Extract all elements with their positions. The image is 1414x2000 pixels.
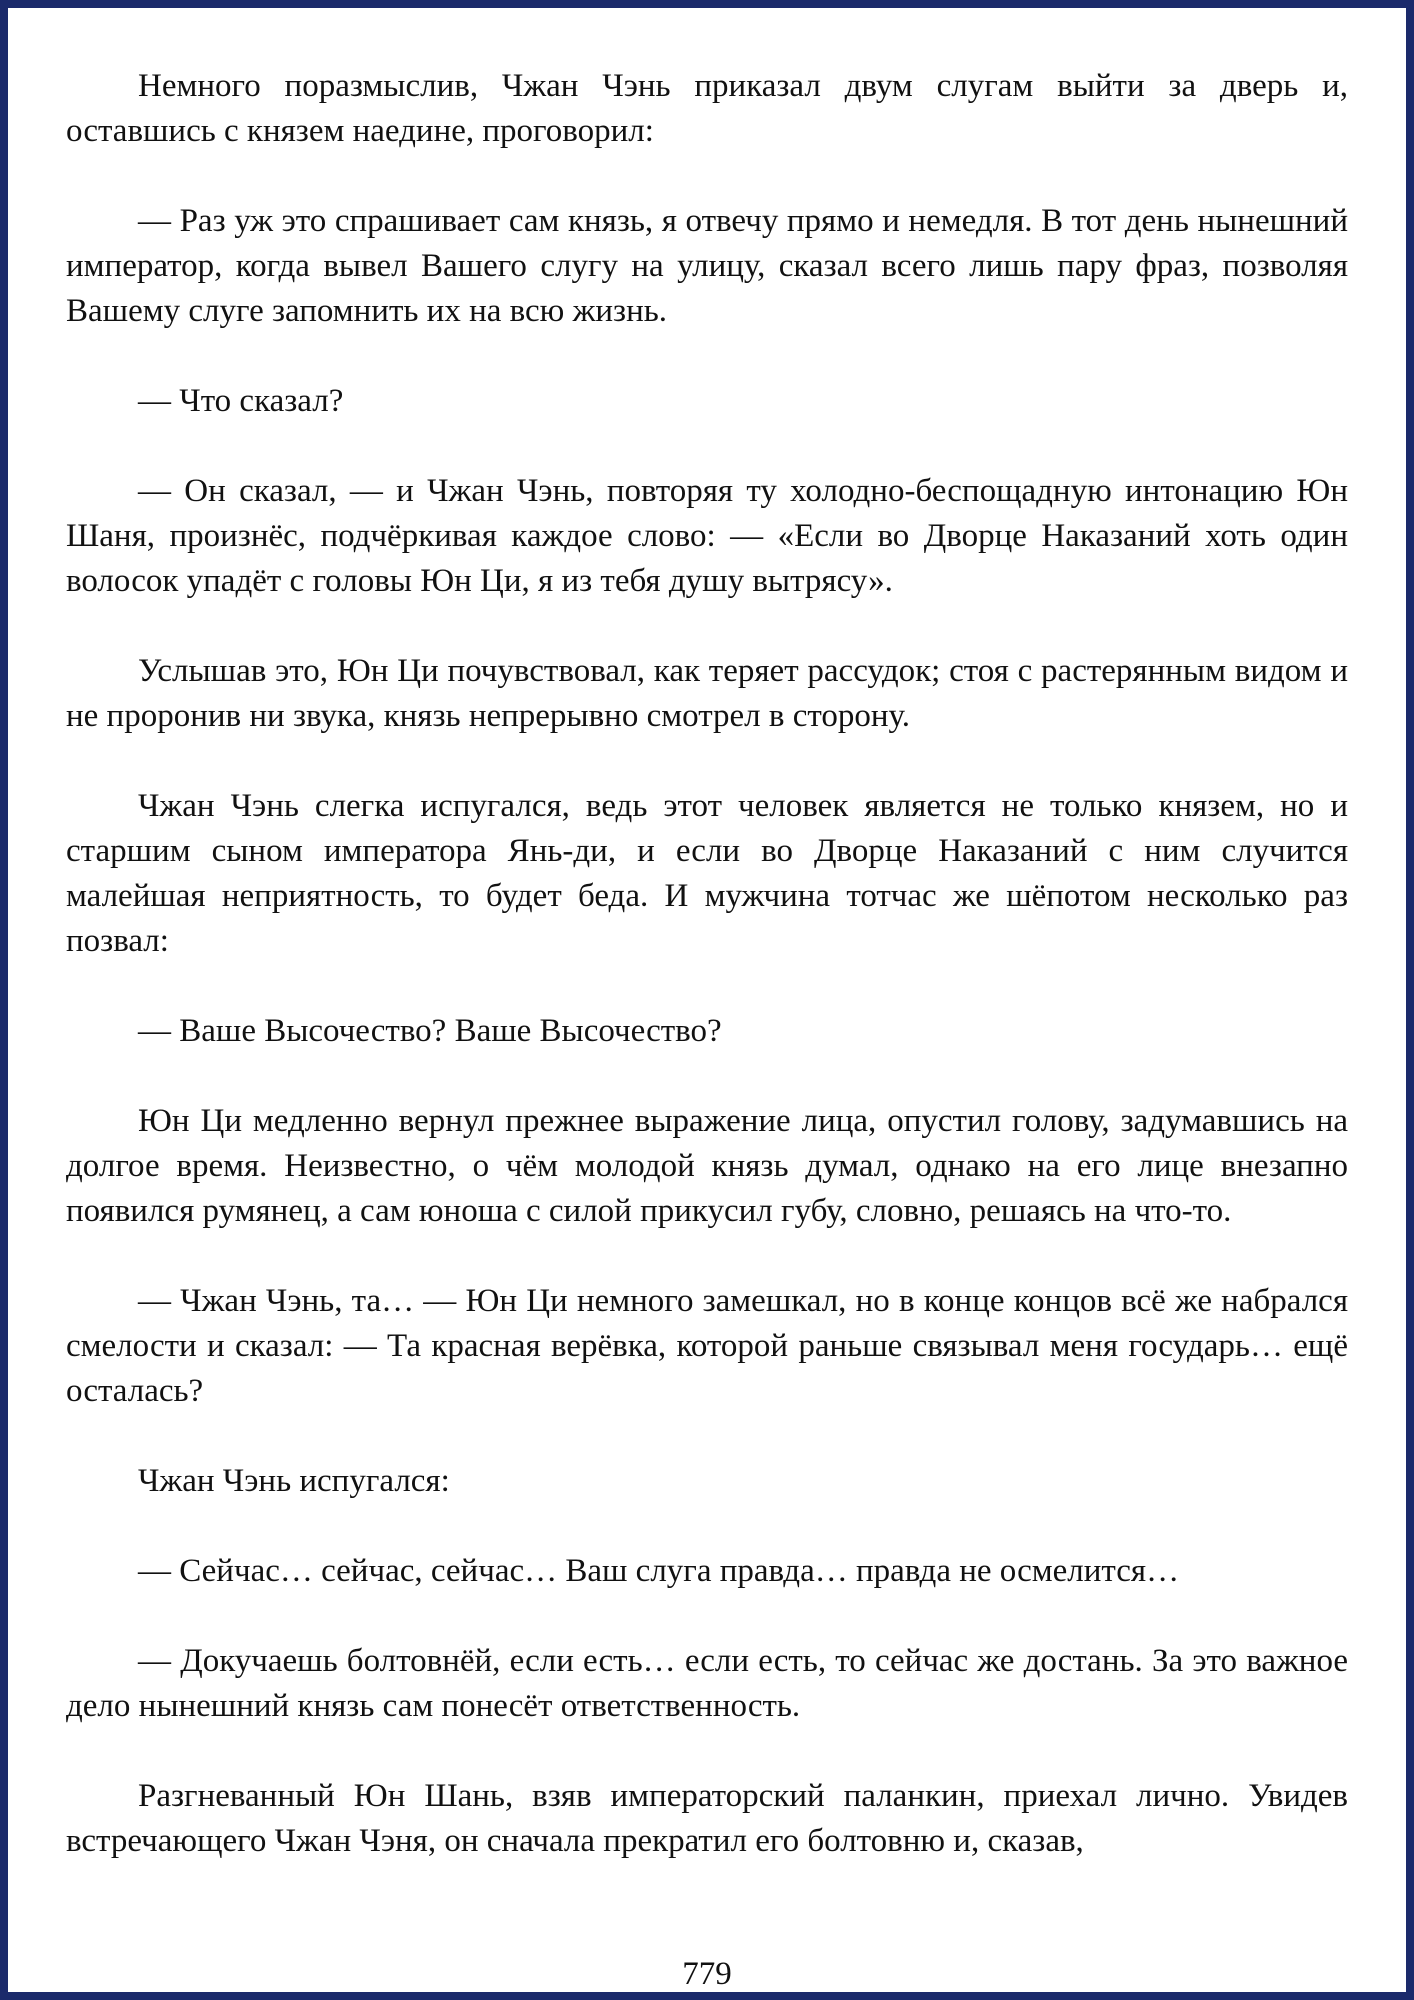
paragraph-6: Чжан Чэнь слегка испугался, ведь этот человек является не только князем, но и старшим сыном императора Янь-ди, и если во Дворце Наказаний с ним случится малейшая неприятность, то будет беда. И мужчина тотчас же шёпотом несколько раз позвал: xyxy=(66,788,1348,959)
paragraph-13: Разгневанный Юн Шань, взяв императорский паланкин, приехал лично. Увидев встречающего Чжан Чэня, он сначала прекратил его болтовню и, сказав, xyxy=(66,1778,1348,1859)
paragraph-1: Немного поразмыслив, Чжан Чэнь приказал двум слугам выйти за дверь и, оставшись с князем наедине, проговорил: xyxy=(66,68,1348,149)
paragraph-9: — Чжан Чэнь, та… — Юн Ци немного замешкал, но в конце концов всё же набрался смелости и сказал: — Та красная верёвка, которой раньше связывал меня государь… ещё осталась? xyxy=(66,1283,1348,1409)
paragraph-4: — Он сказал, — и Чжан Чэнь, повторяя ту холодно-беспощадную интонацию Юн Шаня, произнёс, подчёркивая каждое слово: — «Если во Дворце Наказаний хоть один волосок упадёт с головы Юн Ци, я из тебя душу вытрясу». xyxy=(66,473,1348,599)
page-number: 779 xyxy=(682,1956,732,1992)
paragraph-3: — Что сказал? xyxy=(138,383,344,419)
paragraph-2: — Раз уж это спрашивает сам князь, я отвечу прямо и немедля. В тот день нынешний император, когда вывел Вашего слугу на улицу, сказал всего лишь пару фраз, позволяя Вашему слуге запомнить их на всю жизнь. xyxy=(66,203,1348,329)
body-text xyxy=(66,64,1348,1909)
paragraph-5: Услышав это, Юн Ци почувствовал, как теряет рассудок; стоя с растерянным видом и не проронив ни звука, князь непрерывно смотрел в сторону. xyxy=(66,653,1348,734)
paragraph-7: — Ваше Высочество? Ваше Высочество? xyxy=(138,1013,722,1049)
paragraph-8: Юн Ци медленно вернул прежнее выражение лица, опустил голову, задумавшись на долгое время. Неизвестно, о чём молодой князь думал, однако на его лице внезапно появился румянец, а сам юноша с силой прикусил губу, словно, решаясь на что-то. xyxy=(66,1103,1348,1229)
paragraph-12: — Докучаешь болтовнёй, если есть… если есть, то сейчас же достань. За это важное дело нынешний князь сам понесёт ответственность. xyxy=(66,1643,1348,1724)
paragraph-11: — Сейчас… сейчас, сейчас… Ваш слуга правда… правда не осмелится… xyxy=(138,1553,1180,1589)
paragraph-10: Чжан Чэнь испугался: xyxy=(138,1463,450,1499)
